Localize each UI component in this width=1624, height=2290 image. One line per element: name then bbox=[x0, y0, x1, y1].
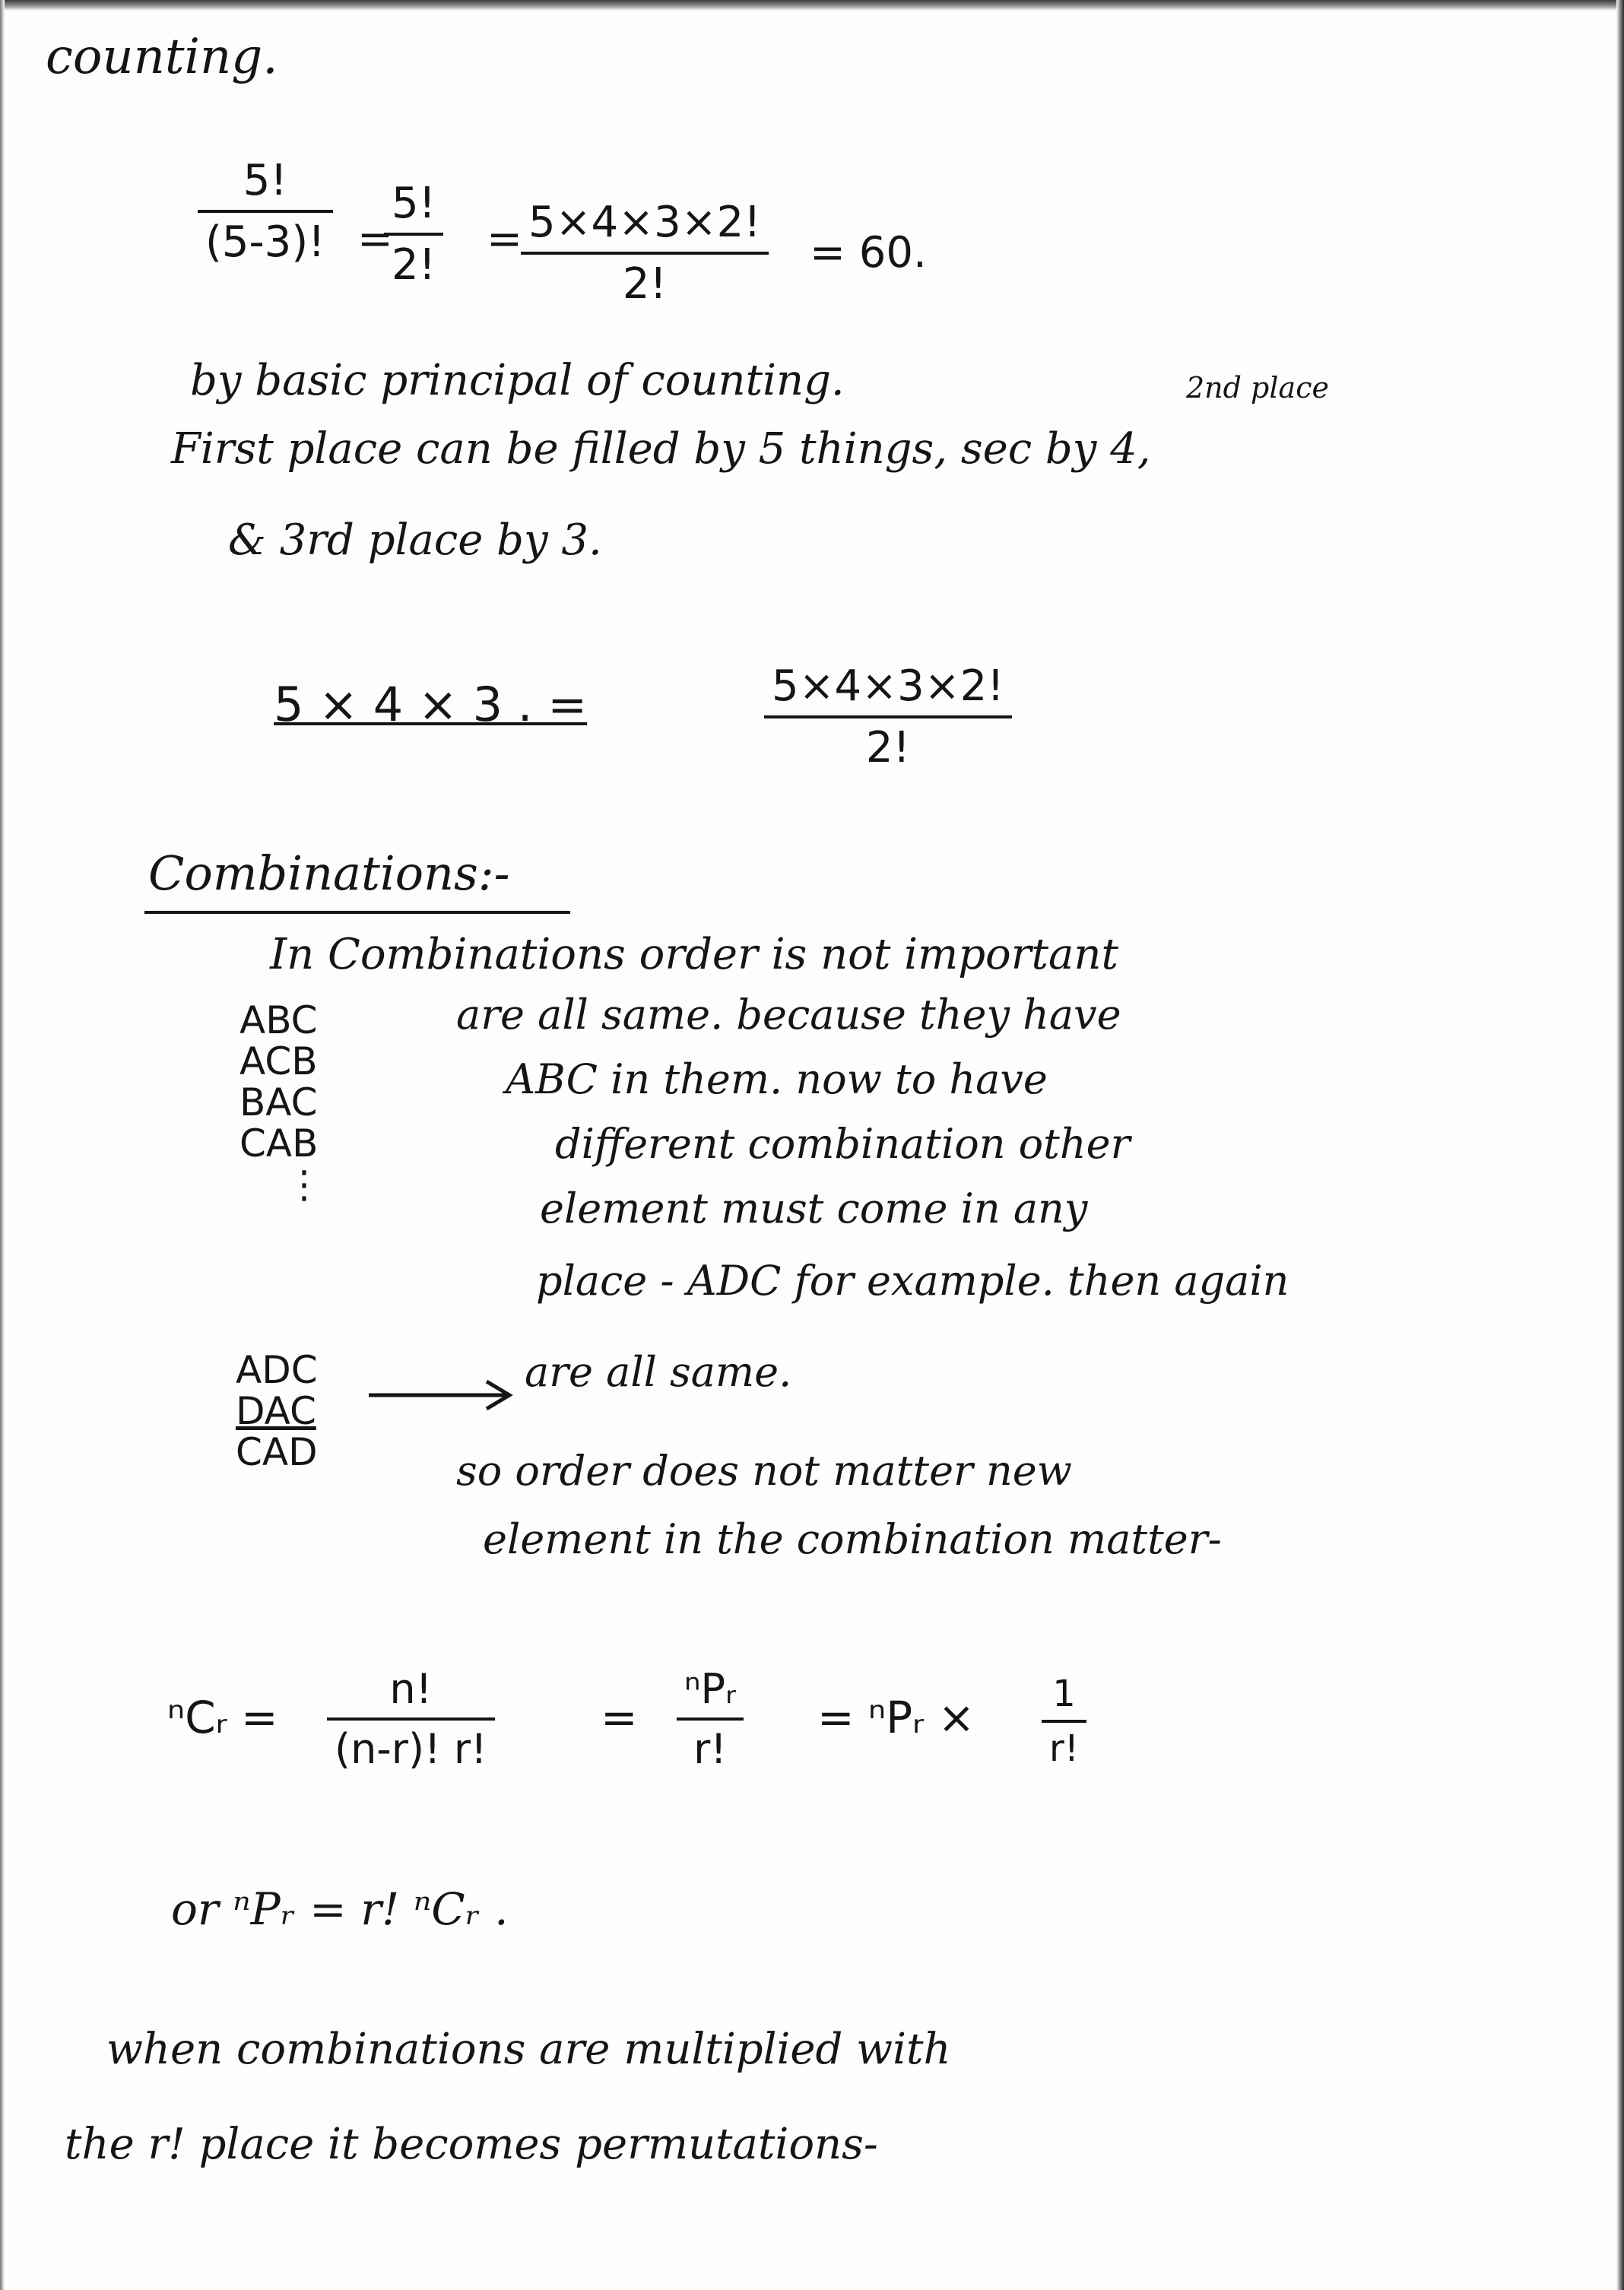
formula-fraction-3-denominator: r! bbox=[1049, 1727, 1079, 1770]
product-fraction-denominator: 2! bbox=[865, 723, 910, 772]
group-2-description: are all same. bbox=[525, 1348, 792, 1396]
combinations-heading-underline bbox=[144, 911, 570, 914]
explain-line-5: place - ADC for example. then again bbox=[536, 1257, 1289, 1305]
page-left-edge bbox=[0, 0, 5, 2290]
explain-line-3: different combination other bbox=[555, 1120, 1131, 1168]
perm-fraction-2 bbox=[384, 179, 443, 290]
combination-group-1 bbox=[239, 1000, 323, 1205]
explain-line-1: are all same. because they have bbox=[456, 991, 1121, 1039]
combination-abc: ABC bbox=[239, 998, 318, 1042]
principle-line-1: by basic principal of counting. bbox=[190, 356, 845, 405]
principle-line-2: First place can be filled by 5 things, sec by 4, bbox=[171, 424, 1151, 474]
combination-group-2 bbox=[236, 1350, 318, 1473]
perm-fraction-3-denominator: 2! bbox=[622, 259, 667, 309]
formula-tail: = ⁿPᵣ × bbox=[817, 1692, 975, 1743]
combinations-intro: In Combinations order is not important bbox=[270, 930, 1118, 979]
closing-line-1: when combinations are multiplied with bbox=[106, 2025, 951, 2074]
formula-fraction-2-denominator: r! bbox=[693, 1725, 727, 1773]
formula-fraction-1 bbox=[327, 1665, 495, 1773]
perm-result: = 60. bbox=[810, 228, 927, 278]
formula-fraction-3-numerator: 1 bbox=[1042, 1673, 1086, 1723]
product-fraction-numerator: 5×4×3×2! bbox=[764, 661, 1012, 718]
vertical-ellipsis: ⋮ bbox=[285, 1162, 323, 1207]
perm-fraction-1 bbox=[198, 156, 333, 267]
conclusion-line-1: so order does not matter new bbox=[456, 1447, 1072, 1495]
relation-line: or ⁿPᵣ = r! ⁿCᵣ . bbox=[171, 1883, 509, 1935]
perm-fraction-2-numerator: 5! bbox=[384, 179, 443, 236]
formula-lhs: ⁿCᵣ = bbox=[167, 1692, 278, 1743]
explain-line-4: element must come in any bbox=[540, 1185, 1088, 1232]
combinations-heading: Combinations:- bbox=[148, 845, 510, 901]
perm-fraction-3 bbox=[521, 198, 769, 309]
combination-cad: CAD bbox=[236, 1430, 318, 1474]
combination-adc: ADC bbox=[236, 1348, 318, 1392]
perm-fraction-2-denominator: 2! bbox=[392, 240, 436, 290]
explain-line-2: ABC in them. now to have bbox=[506, 1055, 1048, 1103]
combination-dac: DAC bbox=[236, 1389, 316, 1433]
formula-fraction-3 bbox=[1042, 1673, 1086, 1770]
product-expression: 5 × 4 × 3 . = bbox=[274, 677, 588, 732]
principle-margin-note: 2nd place bbox=[1186, 371, 1329, 404]
equals-sign: = bbox=[487, 214, 522, 264]
arrow-icon bbox=[369, 1380, 521, 1410]
page-right-edge bbox=[1616, 0, 1624, 2290]
formula-fraction-2 bbox=[677, 1665, 744, 1773]
perm-fraction-1-denominator: (5-3)! bbox=[205, 217, 325, 267]
equals-sign: = bbox=[357, 214, 393, 264]
product-fraction bbox=[764, 661, 1012, 772]
formula-fraction-1-numerator: n! bbox=[327, 1665, 495, 1721]
combination-acb: ACB bbox=[239, 1039, 318, 1083]
closing-line-2: the r! place it becomes permutations- bbox=[65, 2120, 878, 2169]
formula-fraction-2-numerator: ⁿPᵣ bbox=[677, 1665, 744, 1721]
perm-fraction-3-numerator: 5×4×3×2! bbox=[521, 198, 769, 255]
combination-bac: BAC bbox=[239, 1080, 318, 1124]
equals-sign: = bbox=[601, 1692, 638, 1743]
combination-cab: CAB bbox=[239, 1121, 319, 1166]
principle-line-3: & 3rd place by 3. bbox=[228, 515, 602, 565]
perm-fraction-1-numerator: 5! bbox=[198, 156, 333, 213]
page-title: counting. bbox=[46, 29, 278, 85]
page-top-edge bbox=[0, 0, 1624, 11]
formula-fraction-1-denominator: (n-r)! r! bbox=[335, 1725, 487, 1773]
conclusion-line-2: element in the combination matter- bbox=[483, 1515, 1222, 1563]
